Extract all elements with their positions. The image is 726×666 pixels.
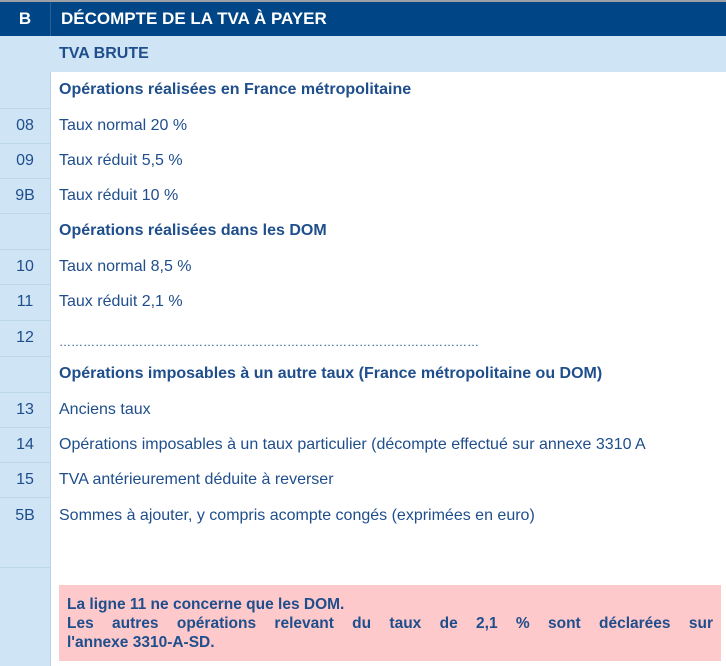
line-code: 5B <box>15 507 35 524</box>
info-note <box>59 585 721 661</box>
line-label: Taux réduit 2,1 % <box>59 293 183 310</box>
subheader-tva-brute <box>0 36 726 72</box>
line-label: Taux normal 8,5 % <box>59 257 192 275</box>
table-row-9b <box>0 178 726 213</box>
line-label: Taux normal 20 % <box>59 116 188 134</box>
line-label: Taux réduit 10 % <box>59 186 179 204</box>
group-heading-metropole: Opérations réalisées en France métropolitaine <box>59 81 412 98</box>
line-label-dotted: …………………………………………………………………………………………… <box>59 335 479 349</box>
subheader-title: TVA BRUTE <box>59 45 149 62</box>
table-row-15 <box>0 462 726 497</box>
section-header <box>0 2 726 36</box>
section-code: B <box>0 2 51 36</box>
table-row-08 <box>0 108 726 143</box>
line-code: 13 <box>16 400 34 418</box>
group-heading-dom: Opérations réalisées dans les DOM <box>59 222 327 239</box>
group-heading-autre-taux: Opérations imposables à un autre taux (France métropolitaine ou DOM) <box>59 365 603 382</box>
table-row-12 <box>0 320 726 356</box>
note-line-2: Les autres opérations relevant du taux de 2,1 % sont déclarées sur <box>67 615 713 632</box>
line-code: 12 <box>16 329 34 346</box>
line-code: 15 <box>16 470 34 488</box>
table-row-11 <box>0 284 726 320</box>
table-row-09 <box>0 143 726 178</box>
table-row-13 <box>0 392 726 427</box>
table-row-14 <box>0 427 726 462</box>
line-label: Anciens taux <box>59 400 151 418</box>
line-label: Taux réduit 5,5 % <box>59 151 183 169</box>
line-code: 14 <box>16 435 34 453</box>
table-row-10 <box>0 249 726 284</box>
table-row-5b <box>0 497 726 535</box>
line-code: 08 <box>16 116 34 134</box>
note-line-1: La ligne 11 ne concerne que les DOM. <box>67 596 345 613</box>
line-label: Sommes à ajouter, y compris acompte congés (exprimées en euro) <box>59 507 535 524</box>
line-code: 9B <box>15 186 35 204</box>
line-code: 09 <box>16 151 34 169</box>
line-code: 11 <box>16 293 34 310</box>
section-title: DÉCOMPTE DE LA TVA À PAYER <box>61 9 327 28</box>
line-code: 10 <box>16 257 34 275</box>
line-label: TVA antérieurement déduite à reverser <box>59 470 334 488</box>
line-label: Opérations imposables à un taux particulier (décompte effectué sur annexe 3310 A <box>59 435 646 453</box>
note-line-3: l'annexe 3310-A-SD. <box>67 634 215 651</box>
